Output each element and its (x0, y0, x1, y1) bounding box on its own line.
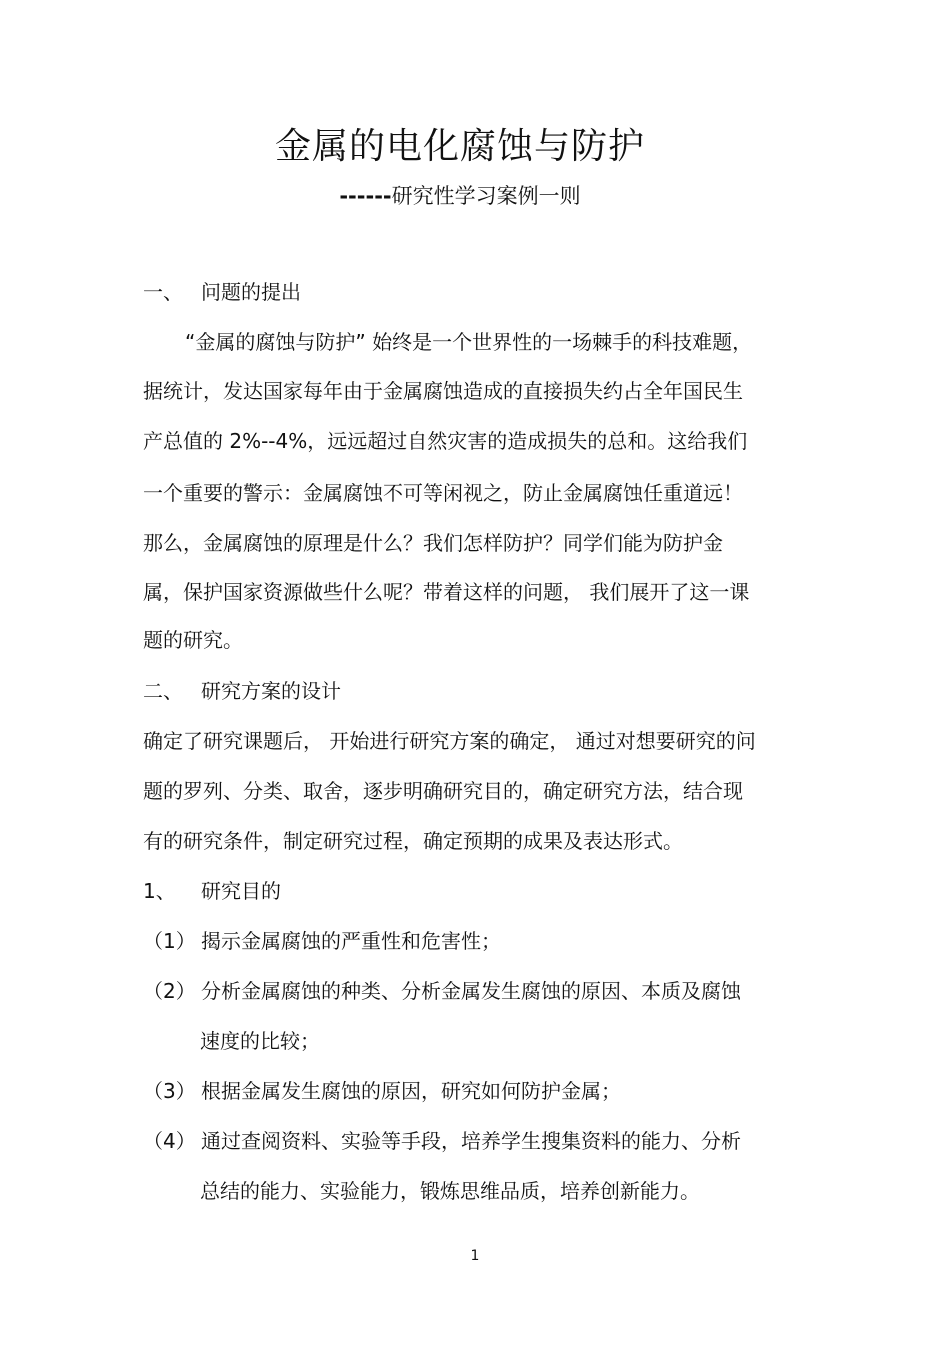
subtitle-dashes: ------ (339, 184, 392, 208)
section-heading (143, 677, 341, 705)
section-number: 二、 (143, 679, 183, 703)
subsection-heading (143, 877, 281, 905)
page-number: 1 (470, 1248, 480, 1264)
paragraph-line: 有的研究条件，制定研究过程，确定预期的成果及表达形式。 (143, 829, 683, 853)
list-item-number: （3） (143, 1079, 196, 1103)
list-item-text: 揭示金属腐蚀的严重性和危害性； (201, 929, 501, 953)
list-item (143, 927, 501, 955)
list-item (143, 1077, 621, 1105)
subtitle-text: 研究性学习案例一则 (391, 184, 581, 208)
document-title: 金属的电化腐蚀与防护 (274, 126, 645, 167)
list-item-number: （1） (143, 929, 196, 953)
paragraph-line: 一个重要的警示：金属腐蚀不可等闲视之，防止金属腐蚀任重道远！ (143, 481, 743, 505)
section-title: 问题的提出 (201, 280, 301, 304)
subsection-title: 研究目的 (201, 879, 281, 903)
subsection-number: 1、 (143, 879, 176, 903)
paragraph-line: 据统计，发达国家每年由于金属腐蚀造成的直接损失约占全年国民生 (143, 379, 743, 403)
list-item-text: 通过查阅资料、实验等手段，培养学生搜集资料的能力、分析 (201, 1129, 741, 1153)
list-item-continuation: 总结的能力、实验能力，锻炼思维品质，培养创新能力。 (200, 1179, 700, 1203)
paragraph-line: 产总值的 2%--4%，远远超过自然灾害的造成损失的总和。这给我们 (143, 429, 748, 453)
section-heading (143, 278, 301, 306)
paragraph-line: 那么，金属腐蚀的原理是什么？我们怎样防护？同学们能为防护金 (143, 531, 723, 555)
list-item-continuation: 速度的比较； (200, 1029, 320, 1053)
paragraph-line: 题的罗列、分类、取舍，逐步明确研究目的，确定研究方法，结合现 (143, 779, 743, 803)
paragraph-line: 题的研究。 (143, 628, 243, 652)
list-item-text: 分析金属腐蚀的种类、分析金属发生腐蚀的原因、本质及腐蚀 (201, 979, 741, 1003)
section-title: 研究方案的设计 (201, 679, 341, 703)
list-item (143, 1127, 741, 1155)
section-number: 一、 (143, 280, 183, 304)
list-item-number: （2） (143, 979, 196, 1003)
paragraph-line: 确定了研究课题后， 开始进行研究方案的确定， 通过对想要研究的问 (143, 729, 756, 753)
list-item-text: 根据金属发生腐蚀的原因，研究如何防护金属； (201, 1079, 621, 1103)
paragraph-line: “金属的腐蚀与防护” 始终是一个世界性的一场棘手的科技难题， (185, 330, 753, 354)
document-subtitle (0, 180, 920, 210)
list-item (143, 977, 741, 1005)
list-item-number: （4） (143, 1129, 196, 1153)
paragraph-line: 属，保护国家资源做些什么呢？带着这样的问题， 我们展开了这一课 (143, 580, 750, 604)
